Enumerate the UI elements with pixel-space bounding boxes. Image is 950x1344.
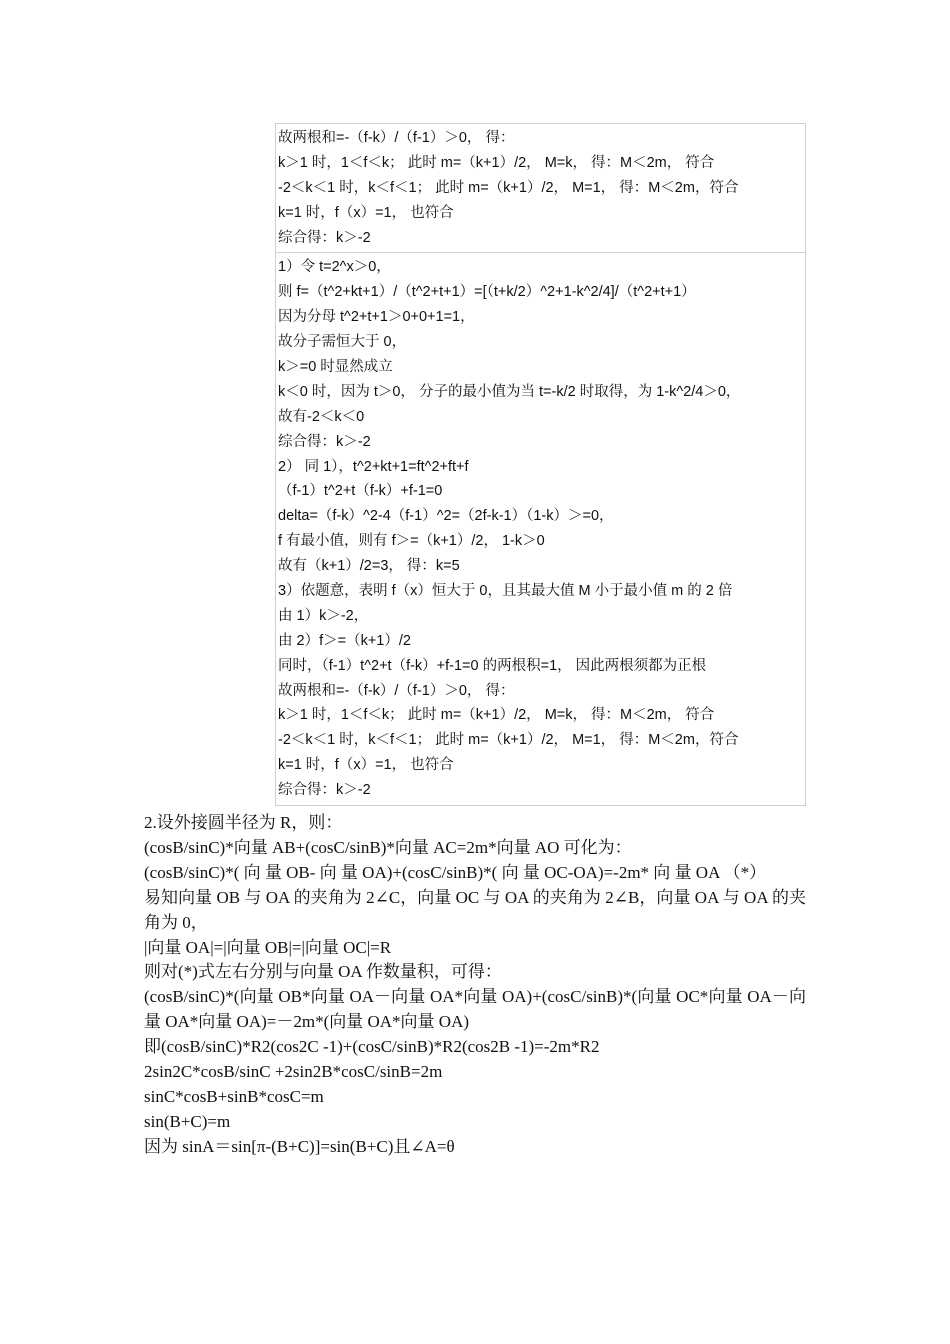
text-line: -2＜k＜1 时，k＜f＜1； 此时 m=（k+1）/2， M=1， 得：M＜2m，符合 bbox=[278, 732, 739, 749]
solution-heading: 2.设外接圆半径为 R，则： bbox=[144, 813, 343, 832]
text-line: (cosB/sinC)*( 向 量 OB- 向 量 OA)+(cosC/sinB)*( 向 量 OC-OA)=-2m* 向 量 OA （*） bbox=[144, 862, 767, 882]
text-line: 综合得：k＞-2 bbox=[278, 433, 371, 450]
text-line: 同时，（f-1）t^2+t（f-k）+f-1=0 的两根积=1， 因此两根须都为正根 bbox=[278, 657, 707, 674]
text-line: 因为分母 t^2+t+1＞0+0+1=1， bbox=[278, 309, 475, 326]
text-line: k＞1 时，1＜f＜k； 此时 m=（k+1）/2， M=k， 得：M＜2m， 符合 bbox=[278, 154, 715, 171]
text-line: 由 1）k＞-2， bbox=[278, 607, 369, 624]
text-line: 3）依题意，表明 f（x）恒大于 0，且其最大值 M 小于最小值 m 的 2 倍 bbox=[278, 583, 733, 600]
text-line: k＞1 时，1＜f＜k； 此时 m=（k+1）/2， M=k， 得：M＜2m， 符合 bbox=[278, 707, 715, 724]
text-line: 2sin2C*cosB/sinC +2sin2B*cosC/sinB=2m bbox=[144, 1062, 443, 1082]
table-cell-top bbox=[276, 124, 805, 252]
solution-2-body bbox=[144, 811, 806, 1160]
text-line: sin(B+C)=m bbox=[144, 1111, 231, 1131]
text-line: f 有最小值，则有 f＞=（k+1）/2， 1-k＞0 bbox=[278, 533, 545, 550]
text-line: |向量 OA|=|向量 OB|=|向量 OC|=R bbox=[144, 937, 392, 957]
text-line: delta=（f-k）^2-4（f-1）^2=（2f-k-1）（1-k）＞=0， bbox=[278, 508, 614, 525]
text-line: 即(cosB/sinC)*R2(cos2C -1)+(cosC/sinB)*R2(cos2B -1)=-2m*R2 bbox=[144, 1037, 600, 1057]
table-cell-bottom bbox=[276, 252, 805, 805]
text-line: 故两根和=-（f-k）/（f-1）＞0， 得： bbox=[278, 130, 515, 146]
text-line: (cosB/sinC)*(向量 OB*向量 OA－向量 OA*向量 OA)+(cosC/sinB)*(向量 OC*向量 OA－向量 OA*向量 OA)=－2m*(向量 OA*向量 OA) bbox=[144, 987, 806, 1032]
text-line: 由 2）f＞=（k+1）/2 bbox=[278, 632, 411, 649]
text-line: k＞=0 时显然成立 bbox=[278, 359, 393, 376]
text-line: 综合得：k＞-2 bbox=[278, 782, 371, 799]
text-line: 1）令 t=2^x＞0， bbox=[278, 259, 391, 276]
text-line: 故分子需恒大于 0， bbox=[278, 334, 407, 351]
text-line: 因为 sinA＝sin[π-(B+C)]=sin(B+C)且∠A=θ bbox=[144, 1136, 455, 1156]
solution-table bbox=[275, 123, 806, 806]
text-line: -2＜k＜1 时，k＜f＜1； 此时 m=（k+1）/2， M=1， 得：M＜2m，符合 bbox=[278, 179, 739, 196]
text-line: 则对(*)式左右分别与向量 OA 作数量积，可得： bbox=[144, 962, 502, 982]
text-line: 故有-2＜k＜0 bbox=[278, 408, 365, 425]
text-line: 故两根和=-（f-k）/（f-1）＞0， 得： bbox=[278, 682, 515, 699]
text-line: k=1 时，f（x）=1， 也符合 bbox=[278, 204, 454, 221]
text-line: 易知向量 OB 与 OA 的夹角为 2∠C，向量 OC 与 OA 的夹角为 2∠B，向量 OA 与 OA 的夹角为 0， bbox=[144, 887, 806, 932]
text-line: 故有（k+1）/2=3， 得：k=5 bbox=[278, 558, 460, 575]
text-line: 则 f=（t^2+kt+1）/（t^2+t+1）=[（t+k/2）^2+1-k^2/4]/（t^2+t+1） bbox=[278, 284, 696, 301]
text-line: （f-1）t^2+t（f-k）+f-1=0 bbox=[278, 483, 443, 500]
text-line: 2） 同 1），t^2+kt+1=ft^2+ft+f bbox=[278, 458, 469, 475]
text-line: 综合得：k＞-2 bbox=[278, 229, 371, 246]
text-line: k=1 时，f（x）=1， 也符合 bbox=[278, 757, 454, 774]
text-line: sinC*cosB+sinB*cosC=m bbox=[144, 1086, 324, 1106]
text-line: (cosB/sinC)*向量 AB+(cosC/sinB)*向量 AC=2m*向量 AO 可化为： bbox=[144, 837, 632, 857]
text-line: k＜0 时，因为 t＞0， 分子的最小值为当 t=-k/2 时取得，为 1-k^2/4＞0， bbox=[278, 383, 741, 400]
